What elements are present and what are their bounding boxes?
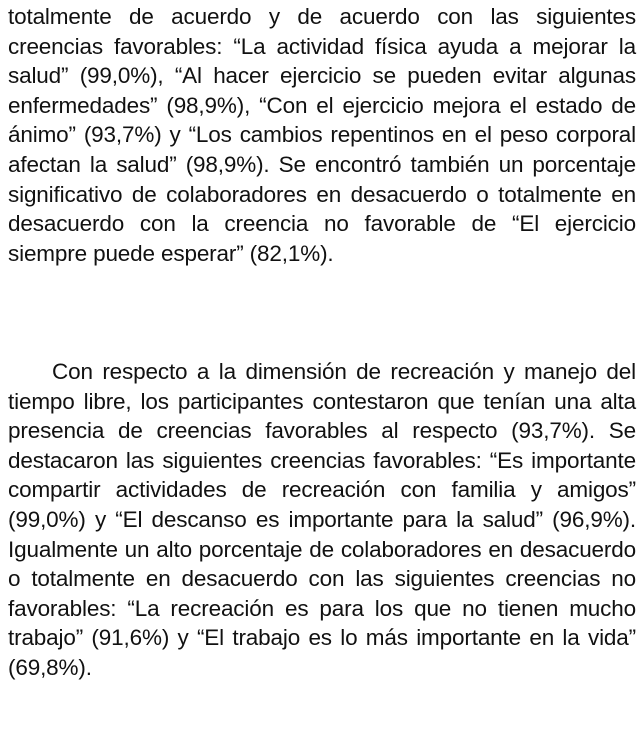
paragraph-physical-activity-beliefs: totalmente de acuerdo y de acuerdo con las siguientes creencias favorables: “La actividad física ayuda a mejorar la salud” (99,0%), “Al hacer ejercicio se pueden evitar algunas enfermedades” (98,9%), “Con el ejercicio mejora el estado de ánimo” (93,7%) y “Los cambios repentinos en el peso corporal afectan la salud” (98,9%). Se encontró también un porcentaje significativo de colaboradores en desacuerdo o totalmente en desacuerdo con la creencia no favorable de “El ejercicio siempre puede esperar” (82,1%). <box>8 4 636 266</box>
paragraph-recreation-free-time: Con respecto a la dimensión de recreación y manejo del tiempo libre, los participantes contestaron que tenían una alta presencia de creencias favorables al respecto (93,7%). Se destacaron las siguientes creencias favorables: “Es importante compartir actividades de recreación con familia y amigos” (99,0%) y “El descanso es importante para la salud” (96,9%). Igualmente un alto porcentaje de colaboradores en desacuerdo o totalmente en desacuerdo con las siguientes creencias no favorables: “La recreación es para los que no tienen mucho trabajo” (91,6%) y “El trabajo es lo más importante en la vida” (69,8%). <box>8 359 636 680</box>
